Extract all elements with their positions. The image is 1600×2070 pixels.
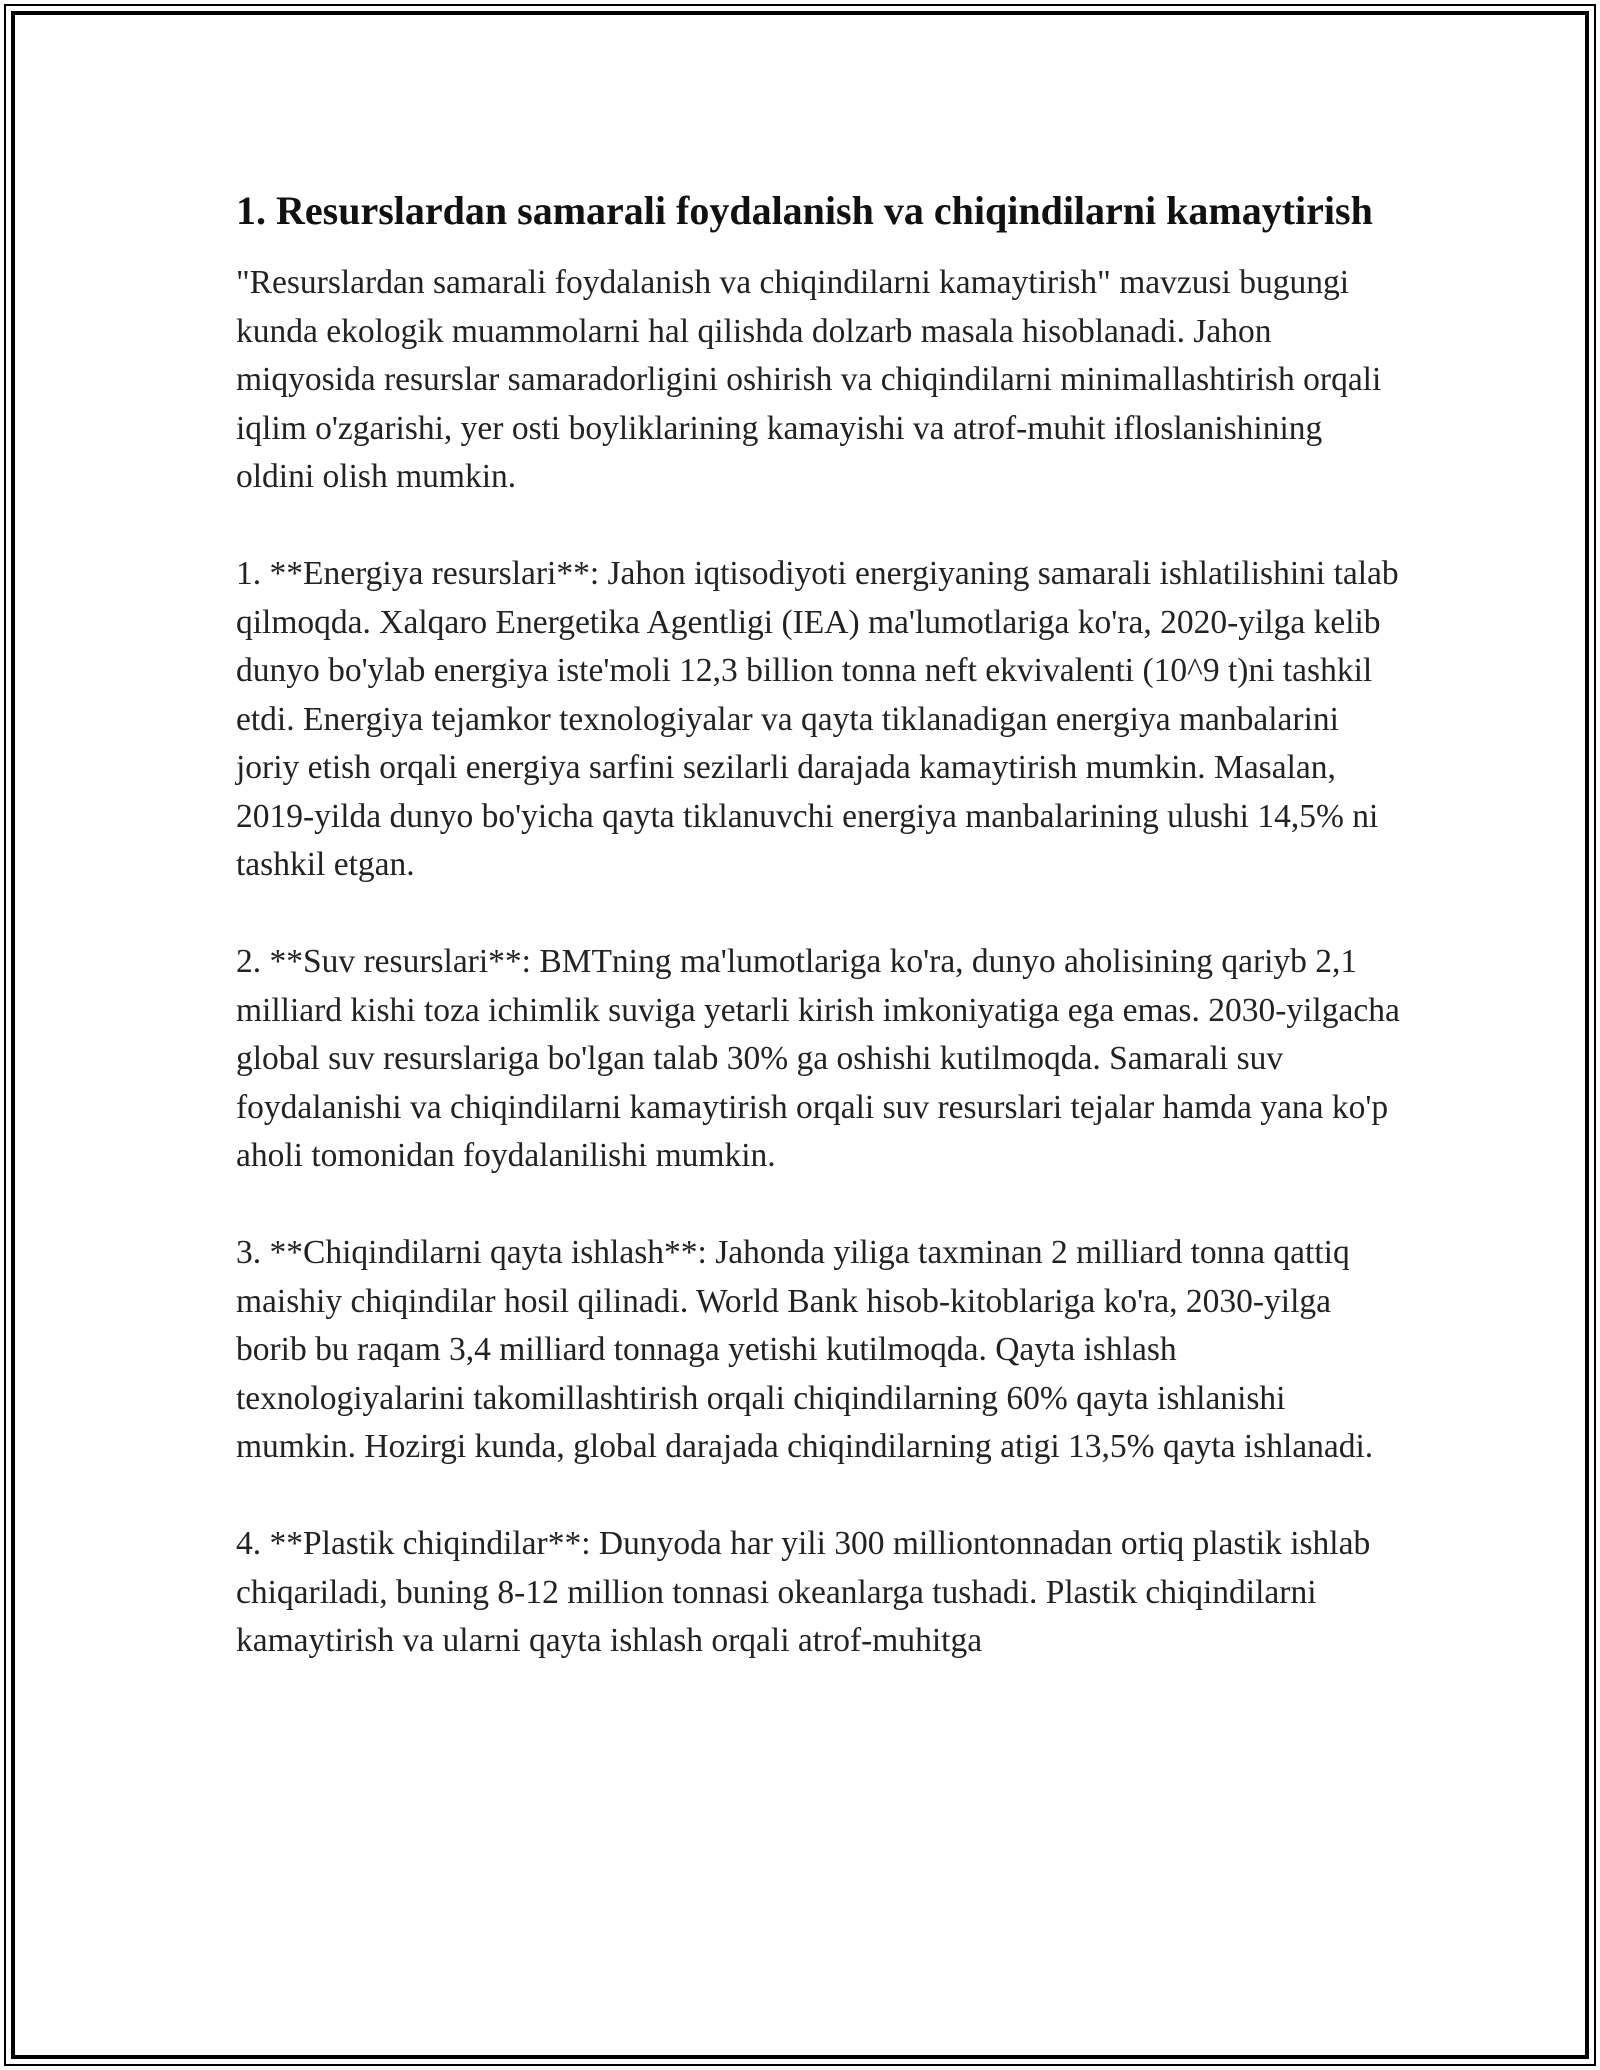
paragraph-intro: "Resurslardan samarali foydalanish va chiqindilarni kamaytirish" mavzusi bugungi kunda ekologik muammolarni hal qilishda dolzarb masala hisoblanadi. Jahon miqyosida resurslar samaradorligini oshirish va chiqindilarni minimallashtirish orqali iqlim o'zgarishi, yer osti boyliklarining kamayishi va atrof-muhit ifloslanishining oldini olish mumkin. [236, 264, 1382, 495]
document-title: 1. Resurslardan samarali foydalanish va chiqindilarni kamaytirish [236, 188, 1373, 233]
paragraph-waste-recycling: 3. **Chiqindilarni qayta ishlash**: Jahonda yiliga taxminan 2 milliard tonna qattiq maishiy chiqindilar hosil qilinadi. World Bank hisob-kitoblariga ko'ra, 2030-yilga borib bu raqam 3,4 milliard tonnaga yetishi kutilmoqda. Qayta ishlash texnologiyalarini takomillashtirish orqali chiqindilarning 60% qayta ishlanishi mumkin. Hozirgi kunda, global darajada chiqindilarning atigi 13,5% qayta ishlanadi. [236, 1234, 1374, 1465]
paragraph-water-resources: 2. **Suv resurslari**: BMTning ma'lumotlariga ko'ra, dunyo aholisining qariyb 2,1 milliard kishi toza ichimlik suviga yetarli kirish imkoniyatiga ega emas. 2030-yilgacha global suv resurslariga bo'lgan talab 30% ga oshishi kutilmoqda. Samarali suv foydalanishi va chiqindilarni kamaytirish orqali suv resurslari tejalar hamda yana ko'p aholi tomonidan foydalanilishi mumkin. [236, 943, 1400, 1174]
paragraph-energy-resources: 1. **Energiya resurslari**: Jahon iqtisodiyoti energiyaning samarali ishlatilishini talab qilmoqda. Xalqaro Energetika Agentligi (IEA) ma'lumotlariga ko'ra, 2020-yilga kelib dunyo bo'ylab energiya iste'moli 12,3 billion tonna neft ekvivalenti (10^9 t)ni tashkil etdi. Energiya tejamkor texnologiyalar va qayta tiklanadigan energiya manbalarini joriy etish orqali energiya sarfini sezilarli darajada kamaytirish mumkin. Masalan, 2019-yilda dunyo bo'yicha qayta tiklanuvchi energiya manbalarining ulushi 14,5% ni tashkil etgan. [236, 555, 1399, 883]
document-body [236, 184, 1406, 1714]
paragraph-plastic-waste: 4. **Plastik chiqindilar**: Dunyoda har yili 300 milliontonnadan ortiq plastik ishlab chiqariladi, buning 8-12 million tonnasi okeanlarga tushadi. Plastik chiqindilarni kamaytirish va ularni qayta ishlash orqali atrof-muhitga [236, 1525, 1371, 1659]
